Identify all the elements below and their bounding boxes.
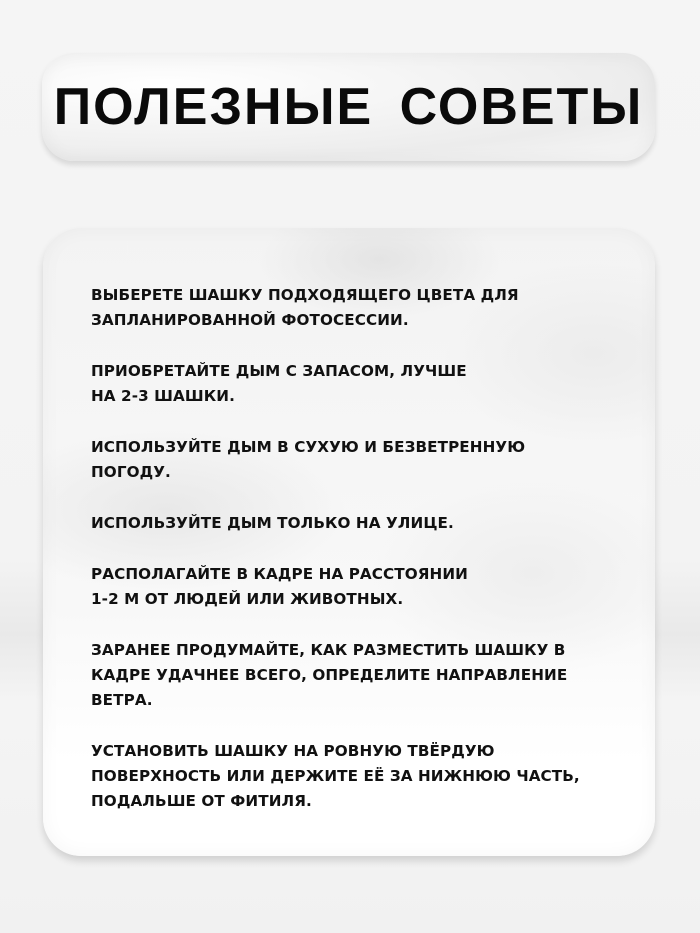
- page-title: ПОЛЕЗНЫЕ СОВЕТЫ: [53, 78, 644, 136]
- tip-item: [91, 435, 621, 485]
- tip-line: УСТАНОВИТЬ ШАШКУ НА РОВНУЮ ТВЁРДУЮ: [91, 742, 495, 760]
- tip-line: ВЫБЕРЕТЕ ШАШКУ ПОДХОДЯЩЕГО ЦВЕТА ДЛЯ: [91, 286, 519, 304]
- tip-line: ЗАРАНЕЕ ПРОДУМАЙТЕ, КАК РАЗМЕСТИТЬ ШАШКУ В: [91, 641, 566, 659]
- tip-item: [91, 739, 621, 814]
- tip-line: КАДРЕ УДАЧНЕЕ ВСЕГО, ОПРЕДЕЛИТЕ НАПРАВЛЕНИЕ: [91, 666, 568, 684]
- tip-line: ПОГОДУ.: [91, 463, 171, 481]
- tip-line: ПРИОБРЕТАЙТЕ ДЫМ С ЗАПАСОМ, ЛУЧШЕ: [91, 362, 467, 380]
- tips-list: [91, 283, 621, 840]
- tip-item: [91, 511, 621, 536]
- tips-card: [43, 228, 655, 856]
- title-card: [42, 53, 655, 161]
- tip-line: ПОДАЛЬШЕ ОТ ФИТИЛЯ.: [91, 792, 312, 810]
- tip-line: ИСПОЛЬЗУЙТЕ ДЫМ ТОЛЬКО НА УЛИЦЕ.: [91, 514, 454, 532]
- tip-line: РАСПОЛАГАЙТЕ В КАДРЕ НА РАССТОЯНИИ: [91, 565, 468, 583]
- tip-item: [91, 638, 621, 713]
- tip-item: [91, 562, 621, 612]
- tip-line: ЗАПЛАНИРОВАННОЙ ФОТОСЕССИИ.: [91, 311, 409, 329]
- tip-item: [91, 359, 621, 409]
- tip-line: 1-2 М ОТ ЛЮДЕЙ ИЛИ ЖИВОТНЫХ.: [91, 590, 404, 608]
- tip-item: [91, 283, 621, 333]
- tip-line: ИСПОЛЬЗУЙТЕ ДЫМ В СУХУЮ И БЕЗВЕТРЕННУЮ: [91, 438, 526, 456]
- tip-line: НА 2-3 ШАШКИ.: [91, 387, 235, 405]
- tip-line: ВЕТРА.: [91, 691, 153, 709]
- tip-line: ПОВЕРХНОСТЬ ИЛИ ДЕРЖИТЕ ЕЁ ЗА НИЖНЮЮ ЧАСТЬ,: [91, 767, 580, 785]
